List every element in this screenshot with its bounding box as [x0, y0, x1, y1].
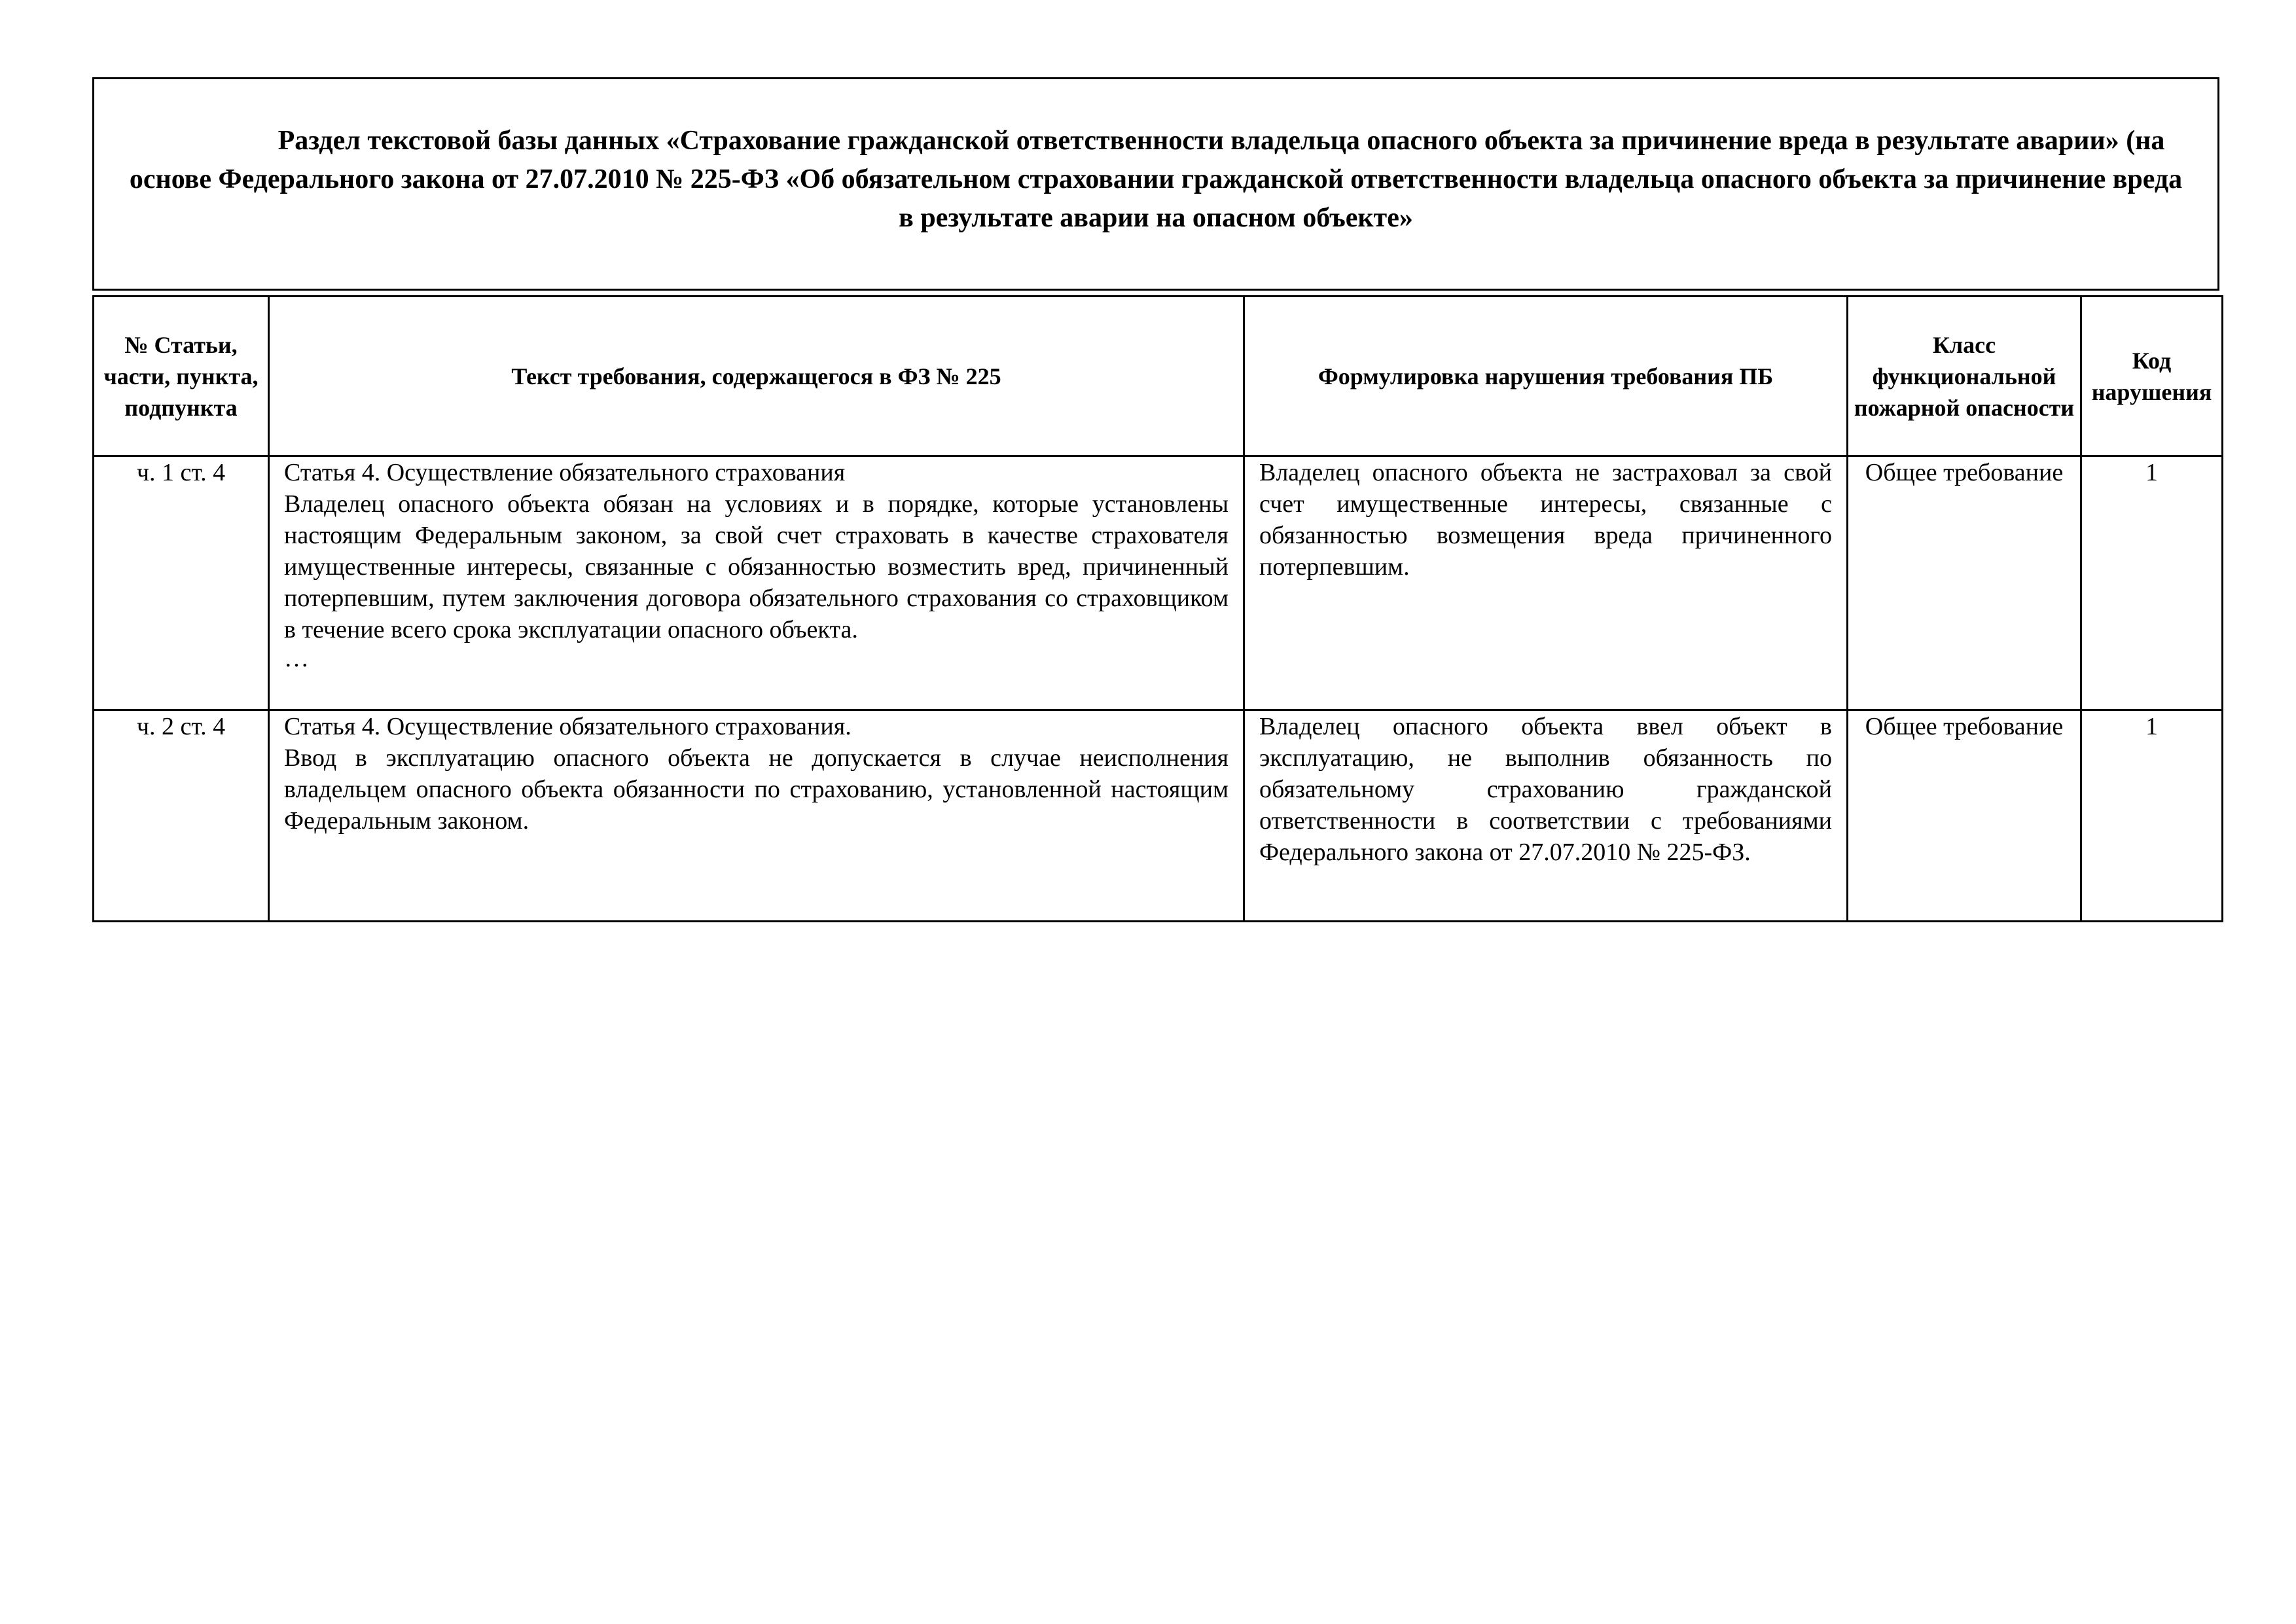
row-fire-class: Общее требование	[1848, 710, 2081, 922]
row-fire-class: Общее требование	[1848, 456, 2081, 710]
row-ellipsis: …	[284, 645, 309, 672]
row-code: 1	[2081, 710, 2223, 922]
row-number: ч. 1 ст. 4	[94, 456, 269, 710]
row-requirement	[269, 456, 1244, 710]
row-number: ч. 2 ст. 4	[94, 710, 269, 922]
row-violation: Владелец опасного объекта не застраховал за свой счет имущественные интересы, связанные с обязанностью возмещения вреда причиненного потерпевшим.	[1244, 456, 1848, 710]
document-title: Раздел текстовой базы данных «Страхование гражданской ответственности владельца опасного объекта за причинение вреда в результате аварии» (на основе Федерального закона от 27.07.2010 № 225-ФЗ «Об обязательном страховании гражданской ответственности владельца опасного объекта за причинение вреда в результате аварии на опасном объекте»	[129, 125, 2183, 233]
header-fire-class: Класс функциональной пожарной опасности	[1848, 297, 2081, 456]
header-violation-wording: Формулировка нарушения требования ПБ	[1244, 297, 1848, 456]
row-code: 1	[2081, 456, 2223, 710]
row-requirement-text: Владелец опасного объекта обязан на условиях и в порядке, которые установлены настоящим Федеральным законом, за свой счет страховать в качестве страхователя имущественные интересы, связанные с обязанностью возместить вред, причиненный потерпевшим, путем заключения договора обязательного страхования со страховщиком в течение всего срока эксплуатации опасного объекта.	[284, 490, 1229, 643]
table-header-row	[94, 297, 2223, 456]
header-violation-code: Код нарушения	[2081, 297, 2223, 456]
table-row	[94, 710, 2223, 922]
requirements-table	[92, 295, 2223, 922]
title-box	[92, 77, 2219, 291]
row-violation: Владелец опасного объекта ввел объект в эксплуатацию, не выполнив обязанность по обязательному страхованию гражданской ответственности в соответствии с требованиями Федерального закона от 27.07.2010 № 225-ФЗ.	[1244, 710, 1848, 922]
row-article-title: Статья 4. Осуществление обязательного страхования	[284, 459, 846, 486]
header-requirement-text: Текст требования, содержащегося в ФЗ № 225	[269, 297, 1244, 456]
row-requirement	[269, 710, 1244, 922]
header-number: № Статьи, части, пункта, подпункта	[94, 297, 269, 456]
row-requirement-text: Ввод в эксплуатацию опасного объекта не допускается в случае неисполнения владельцем опасного объекта обязанности по страхованию, установленной настоящим Федеральным законом.	[284, 744, 1229, 835]
table-row	[94, 456, 2223, 710]
row-article-title: Статья 4. Осуществление обязательного страхования.	[284, 713, 852, 740]
